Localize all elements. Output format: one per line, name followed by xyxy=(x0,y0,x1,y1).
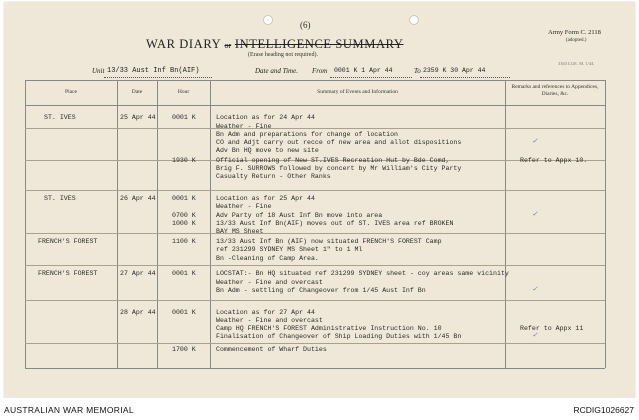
entry-summary: Bn Adm - settling of Changeover from 1/45 Aust Inf Bn xyxy=(216,287,426,294)
entry-place: ST. IVES xyxy=(44,114,76,121)
from-dotted-line xyxy=(330,77,412,78)
entry-date: 25 Apr 44 xyxy=(120,114,156,121)
entry-date: 27 Apr 44 xyxy=(120,270,156,277)
entry-summary: Brig F. SURROWS followed by concert by Mr William's City Party xyxy=(216,165,462,172)
entry-hour: 1100 K xyxy=(172,238,196,245)
entry-summary: Adv Bn HQ move to new site xyxy=(216,147,319,154)
title-subtitle: (Erase heading not required). xyxy=(248,52,318,58)
date-time-label: Date and Time. xyxy=(255,67,298,75)
pencil-tick-mark: ✓ xyxy=(532,285,538,293)
entry-rule xyxy=(25,300,605,301)
entry-hour: 0700 K xyxy=(172,212,196,219)
entry-remarks: Refer to Appx 11 xyxy=(520,325,584,332)
to-label: To xyxy=(414,67,421,75)
entry-summary: Adv Party of 18 Aust Inf Bn move into area xyxy=(216,212,383,219)
unit-dotted-line xyxy=(104,77,212,78)
column-header-place: Place xyxy=(65,89,77,95)
column-divider xyxy=(605,80,606,368)
entry-hour: 0001 K xyxy=(172,309,196,316)
entry-summary: Official opening of New ST.IVES Recreation Hut by Bde Comd, xyxy=(216,157,450,164)
entry-summary: Weather - Fine xyxy=(216,123,272,130)
printer-stamp: 3363 LGE. M. 1/44. xyxy=(558,61,595,66)
pencil-tick-mark: ✓ xyxy=(532,331,538,339)
entry-summary: Location as for 27 Apr 44 xyxy=(216,309,315,316)
table-bottom-border xyxy=(25,368,605,369)
entry-summary: LOCSTAT:- Bn HQ situated ref 231299 SYDNEY sheet - coy areas same vicinity xyxy=(216,270,509,277)
entry-summary: Weather - Fine xyxy=(216,203,272,210)
entry-summary: CO and Adjt carry out recce of new area and allot dispositions xyxy=(216,139,462,146)
entry-place: FRENCH'S FOREST xyxy=(38,270,98,277)
entry-summary: Finalisation of Changeover of Ship Loading Duties with 1/45 Bn xyxy=(216,333,462,340)
entry-date: 28 Apr 44 xyxy=(120,309,156,316)
entry-summary: Weather - Fine and overcast xyxy=(216,317,323,324)
entry-hour: 1930 K xyxy=(172,157,196,164)
entry-date: 26 Apr 44 xyxy=(120,195,156,202)
footer-institution: AUSTRALIAN WAR MEMORIAL xyxy=(4,405,134,415)
to-dotted-line xyxy=(420,77,510,78)
entry-summary: Bn -Cleaning of Camp Area. xyxy=(216,255,319,262)
column-header-remarks: Remarks and references to Appendices, Diaries, &c. xyxy=(511,84,599,97)
entry-hour: 1700 K xyxy=(172,346,196,353)
entry-summary: Weather - Fine and overcast xyxy=(216,279,323,286)
form-number: Army Form C. 2118 xyxy=(548,29,601,36)
column-divider xyxy=(505,80,506,368)
column-header-hour: Hour xyxy=(177,89,190,95)
entry-rule xyxy=(25,128,605,129)
entry-summary: ref 231299 SYDNEY MS Sheet 1" to 1 Ml xyxy=(216,246,363,253)
title-struck-or: or xyxy=(224,41,232,50)
pencil-tick-mark: ✓ xyxy=(532,137,538,145)
from-label: From xyxy=(312,67,328,75)
footer-catalogue-id: RCDIG1026627 xyxy=(573,405,634,415)
punch-hole xyxy=(409,15,419,25)
table-top-border xyxy=(25,80,605,81)
entry-summary: Bn Adm and preparations for change of location xyxy=(216,131,399,138)
column-divider xyxy=(157,80,158,368)
column-divider xyxy=(117,80,118,368)
entry-place: FRENCH'S FOREST xyxy=(38,238,98,245)
entry-rule xyxy=(25,343,605,344)
entry-summary: Camp HQ FRENCH'S FOREST Administrative Instruction No. 10 xyxy=(216,325,442,332)
entry-summary: BAY MS Sheet xyxy=(216,228,264,235)
entry-hour: 0001 K xyxy=(172,114,196,121)
column-divider xyxy=(210,80,211,368)
entry-hour: 0001 K xyxy=(172,195,196,202)
form-adopted: (adopted.) xyxy=(566,38,587,43)
column-divider xyxy=(25,80,26,368)
entry-summary: Casualty Return - Other Ranks xyxy=(216,173,331,180)
unit-label: Unit xyxy=(92,67,105,75)
title-intelligence-summary: INTELLIGENCE SUMMARY xyxy=(234,37,404,51)
entry-rule xyxy=(25,233,605,234)
entry-rule xyxy=(25,190,605,191)
entry-place: ST. IVES xyxy=(44,195,76,202)
entry-hour: 1000 K xyxy=(172,220,196,227)
title-war-diary: WAR DIARY xyxy=(146,37,221,51)
column-header-summary: Summary of Events and Information xyxy=(317,89,398,95)
entry-rule xyxy=(25,265,605,266)
unit-value: 13/33 Aust Inf Bn(AIF) xyxy=(107,67,200,75)
pencil-tick-mark: ✓ xyxy=(532,210,538,218)
entry-summary: 13/33 Aust Inf Bn (AIF) now situated FRENCH'S FOREST Camp xyxy=(216,238,442,245)
entry-summary: Location as for 24 Apr 44 xyxy=(216,114,315,121)
table-header-border xyxy=(25,105,605,106)
column-header-date: Date xyxy=(131,89,143,95)
page-number: (6) xyxy=(300,20,311,30)
entry-remarks: Refer to Appx 10. xyxy=(520,157,588,164)
entry-summary: Location as for 25 Apr 44 xyxy=(216,195,315,202)
entry-hour: 0001 K xyxy=(172,270,196,277)
from-value: 0001 K 1 Apr 44 xyxy=(334,67,393,74)
entry-summary: 13/33 Aust Inf Bn(AIF) moves out of ST. IVES area ref BROKEN xyxy=(216,220,454,227)
document-title xyxy=(146,37,403,52)
to-value: 2359 K 30 Apr 44 xyxy=(423,67,486,74)
punch-hole xyxy=(263,15,273,25)
entry-summary: Commencement of Wharf Duties xyxy=(216,346,327,353)
